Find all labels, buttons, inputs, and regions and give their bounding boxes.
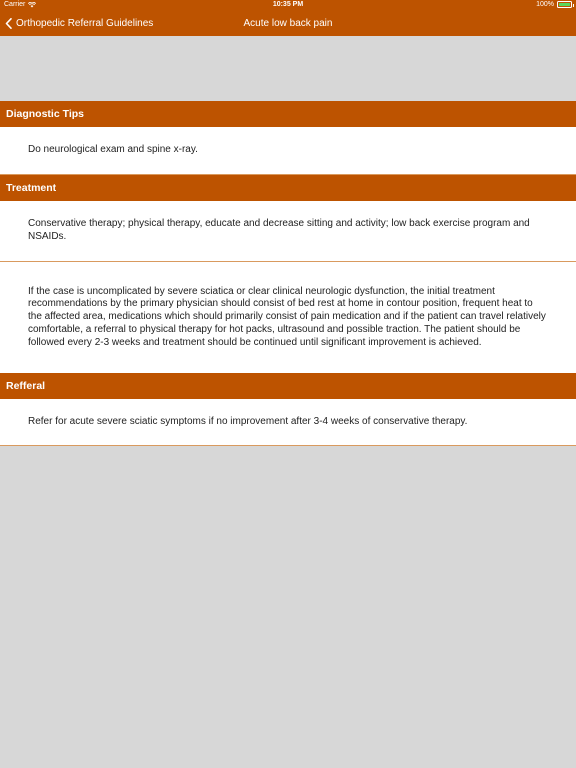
list-item xyxy=(0,201,576,262)
status-bar xyxy=(0,0,576,11)
list-item-text: Conservative therapy; physical therapy, educate and decrease sitting and activity; low back exercise program and NSAIDs. xyxy=(28,218,530,242)
guideline-list xyxy=(0,101,576,446)
section-header-treatment: Treatment xyxy=(0,175,576,201)
navigation-bar xyxy=(0,11,576,36)
list-item-text: Do neurological exam and spine x-ray. xyxy=(28,144,198,156)
section-header-referral: Refferal xyxy=(0,373,576,399)
list-item xyxy=(0,399,576,446)
chevron-left-icon xyxy=(5,18,12,29)
back-button-label: Orthopedic Referral Guidelines xyxy=(16,18,154,29)
back-button[interactable] xyxy=(5,11,153,36)
list-item-text: Refer for acute severe sciatic symptoms if no improvement after 3-4 weeks of conservative therapy. xyxy=(28,415,468,427)
battery-icon xyxy=(557,1,572,8)
battery-indicator xyxy=(536,1,572,8)
carrier-label: Carrier xyxy=(4,1,26,8)
banner-area xyxy=(0,36,576,101)
section-header-diagnostic-tips: Diagnostic Tips xyxy=(0,101,576,127)
list-item xyxy=(0,127,576,175)
list-item xyxy=(0,262,576,373)
page-title: Acute low back pain xyxy=(243,18,333,29)
list-item-text: If the case is uncomplicated by severe sciatica or clear clinical neurologic dysfunction, the initial treatment recommendations by the primary physician should consist of bed rest at home in contour position, frequent heat to the affected area, medications which should primarily consist of pain medication and if the patient can travel relatively comfortable, a referral to physical therapy for hot packs, ultrasound and possible traction. The patient should be followed every 2-3 weeks and treatment should be continued until significant improvement is achieved. xyxy=(28,285,546,348)
battery-percentage: 100% xyxy=(536,1,554,8)
status-time: 10:35 PM xyxy=(272,1,304,8)
